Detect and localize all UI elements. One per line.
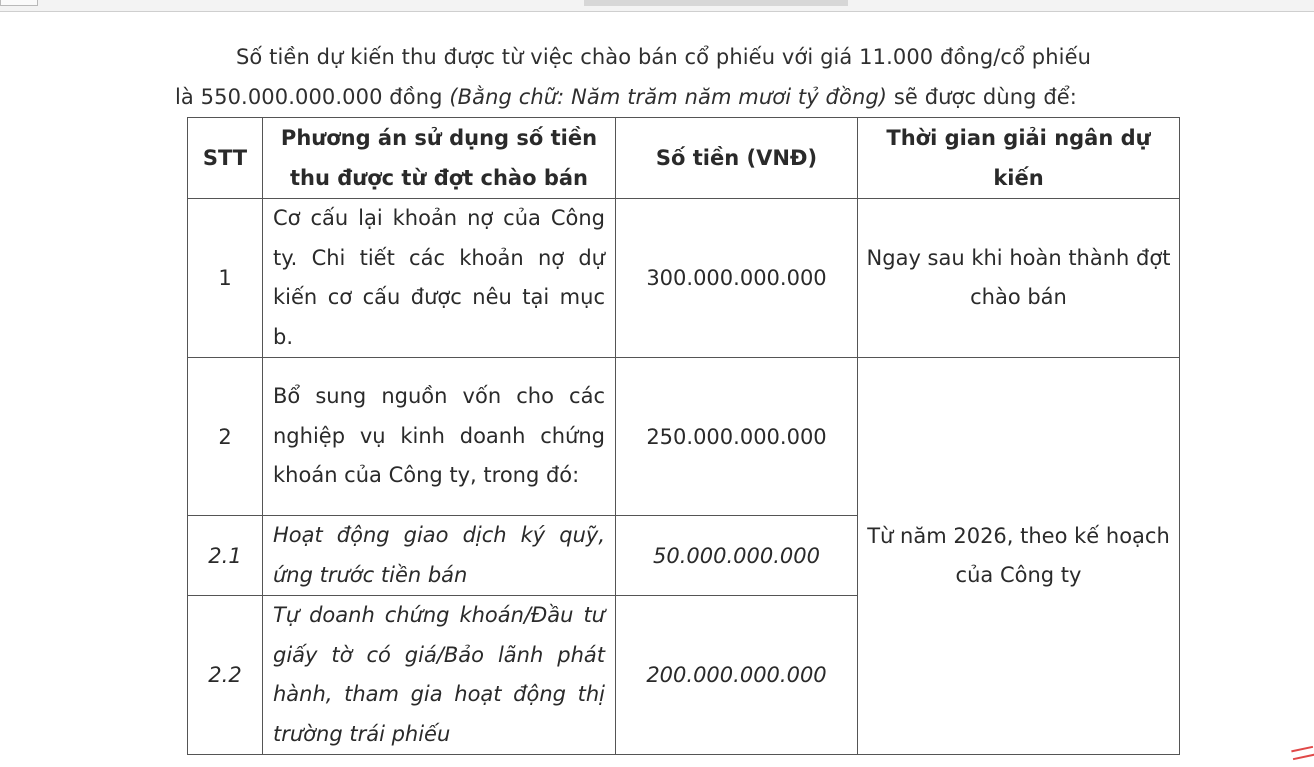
- row-stt: 2.1: [188, 516, 263, 596]
- row-disbursement-time: Ngay sau khi hoàn thành đợt chào bán: [858, 199, 1180, 358]
- row-plan: Tự doanh chứng khoán/Đầu tư giấy tờ có giá/Bảo lãnh phát hành, tham gia hoạt động thị trường trái phiếu: [263, 596, 616, 755]
- row-plan: Hoạt động giao dịch ký quỹ, ứng trước tiền bán: [263, 516, 616, 596]
- viewer-top-bar: [0, 0, 1314, 12]
- table-header-row: [188, 118, 1180, 199]
- intro-line-1: Số tiền dự kiến thu được từ việc chào bán cổ phiếu với giá 11.000 đồng/cổ phiếu: [236, 45, 1091, 69]
- row-disbursement-time: Từ năm 2026, theo kế hoạch của Công ty: [858, 358, 1180, 755]
- row-stt: 2: [188, 358, 263, 516]
- fund-allocation-table: [187, 117, 1180, 755]
- intro-line-2: [175, 78, 1077, 116]
- row-amount: 200.000.000.000: [616, 596, 858, 755]
- intro-amount-in-words: (Bằng chữ: Năm trăm năm mươi tỷ đồng): [449, 85, 888, 109]
- table-row: [188, 199, 1180, 358]
- table-row: [188, 358, 1180, 516]
- header-stt: STT: [188, 118, 263, 199]
- viewer-tab[interactable]: [0, 0, 38, 6]
- header-disbursement-time: Thời gian giải ngân dự kiến: [858, 118, 1180, 199]
- row-amount: 50.000.000.000: [616, 516, 858, 596]
- header-plan: Phương án sử dụng số tiền thu được từ đợt chào bán: [263, 118, 616, 199]
- row-stt: 1: [188, 199, 263, 358]
- intro-line-2-prefix: là 550.000.000.000 đồng: [175, 85, 450, 109]
- header-amount: Số tiền (VNĐ): [616, 118, 858, 199]
- row-amount: 300.000.000.000: [616, 199, 858, 358]
- row-plan: Bổ sung nguồn vốn cho các nghiệp vụ kinh doanh chứng khoán của Công ty, trong đó:: [263, 358, 616, 516]
- intro-line-2-suffix: sẽ được dùng để:: [887, 85, 1077, 109]
- row-amount: 250.000.000.000: [616, 358, 858, 516]
- red-stamp-mark: [1291, 746, 1314, 760]
- horizontal-scrollbar-thumb[interactable]: [584, 0, 848, 6]
- row-stt: 2.2: [188, 596, 263, 755]
- row-plan: Cơ cấu lại khoản nợ của Công ty. Chi tiết các khoản nợ dự kiến cơ cấu được nêu tại mục b.: [263, 199, 616, 358]
